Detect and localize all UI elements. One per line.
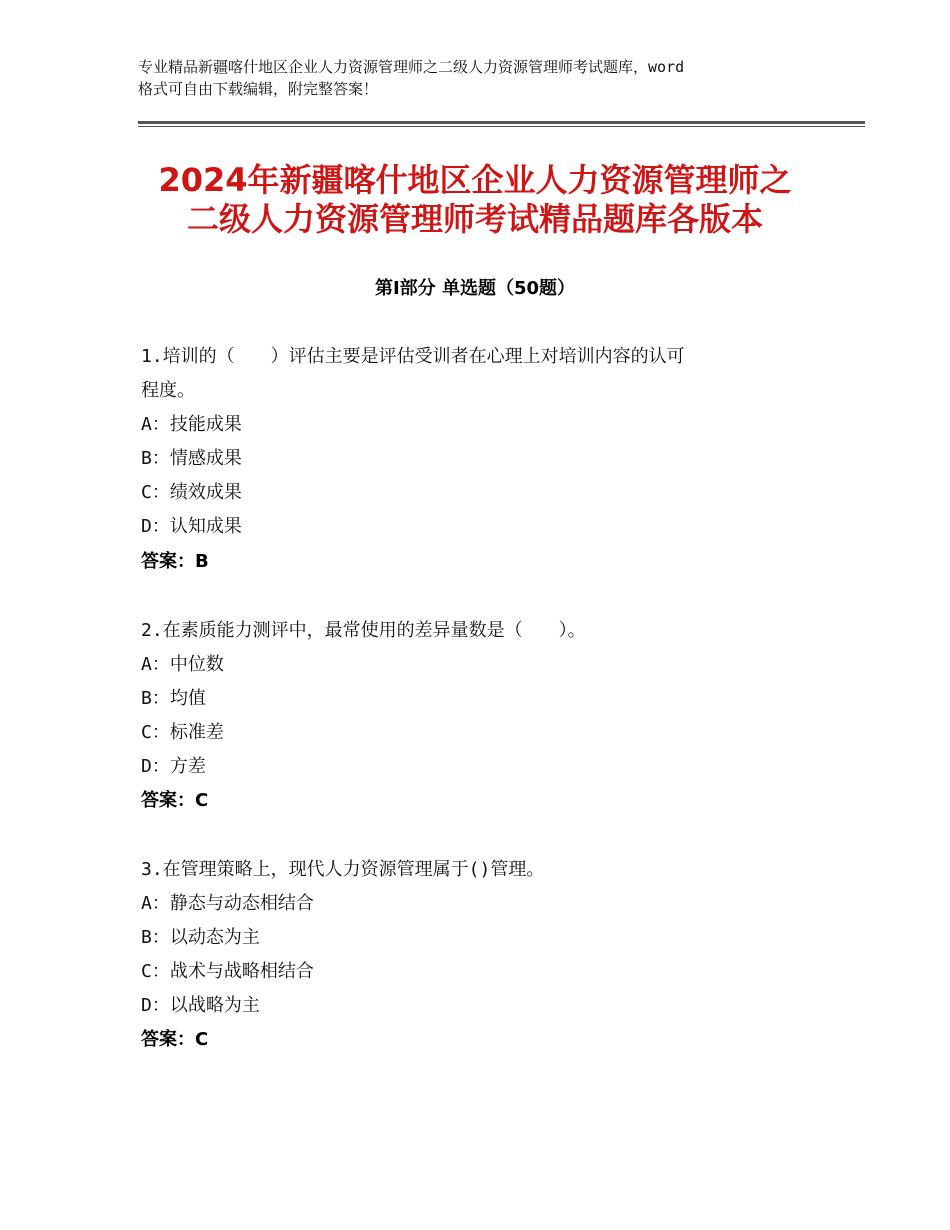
question-3-option-a: A：静态与动态相结合 [141, 893, 314, 914]
question-3-option-b: B：以动态为主 [141, 927, 260, 948]
question-3-answer: 答案：C [141, 1029, 209, 1050]
question-2-answer: 答案：C [141, 790, 209, 811]
question-1-option-d: D：认知成果 [141, 516, 242, 537]
question-2-stem: 2.在素质能力测评中，最常使用的差异量数是（ ）。 [141, 620, 586, 641]
question-2-option-a: A：中位数 [141, 654, 224, 675]
document-title-line-1: 2024年新疆喀什地区企业人力资源管理师之 [158, 161, 792, 199]
header-note-line-2: 格式可自由下载编辑，附完整答案！ [138, 80, 379, 98]
question-1-option-a: A：技能成果 [141, 414, 242, 435]
question-3-option-c: C：战术与战略相结合 [141, 961, 314, 982]
question-1-stem-line-1: 1.培训的（ ）评估主要是评估受训者在心理上对培训内容的认可 [141, 346, 685, 367]
question-2-option-d: D：方差 [141, 756, 206, 777]
question-1-option-b: B：情感成果 [141, 448, 242, 469]
header-note-line-1: 专业精品新疆喀什地区企业人力资源管理师之二级人力资源管理师考试题库，word [138, 58, 685, 76]
question-3-stem: 3.在管理策略上，现代人力资源管理属于()管理。 [141, 859, 545, 880]
question-2-option-c: C：标准差 [141, 722, 224, 743]
header-divider-thin [138, 126, 865, 127]
section-heading: 第Ⅰ部分 单选题（50题） [374, 278, 575, 299]
question-2-option-b: B：均值 [141, 688, 206, 709]
question-3-option-d: D：以战略为主 [141, 995, 260, 1016]
header-divider-thick [138, 121, 865, 124]
question-1-answer: 答案：B [141, 551, 209, 572]
header-note [138, 56, 838, 100]
question-1-option-c: C：绩效成果 [141, 482, 242, 503]
question-1-stem-line-2: 程度。 [141, 380, 195, 401]
document-title-line-2: 二级人力资源管理师考试精品题库各版本 [186, 200, 763, 238]
